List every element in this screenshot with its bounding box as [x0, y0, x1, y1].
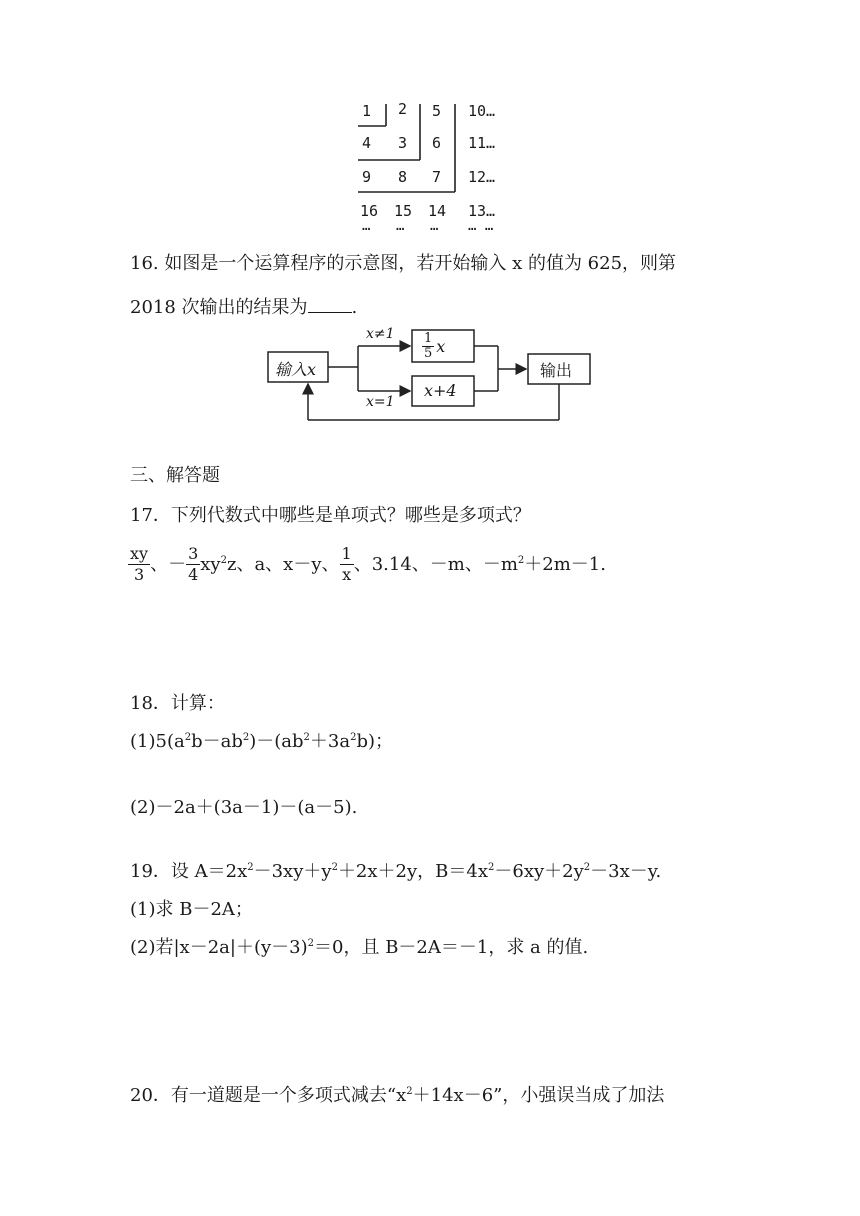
grid-cell: 5 [432, 102, 442, 120]
separator: 、 [150, 553, 169, 575]
number-grid-figure [352, 96, 522, 236]
q16-line2-text: 2018 次输出的结果为 [130, 297, 308, 318]
grid-cell: 13… [468, 202, 496, 220]
minus-sign: － [168, 553, 187, 575]
answer-blank [308, 294, 352, 313]
grid-ellipsis: … [362, 218, 371, 234]
flow-op-bottom: x+4 [424, 381, 457, 400]
grid-cell: 6 [432, 134, 442, 152]
grid-cell: 4 [362, 134, 372, 152]
fraction-3-over-4: $\frac{3}{4}$ [188, 544, 199, 584]
q19-statement: 19．设 $A=2x^2-3xy+y^2+2x+2y$，$B=4x^2-6xy+2y^2-3x-y$. [130, 861, 662, 882]
q20-statement: 20．有一道题是一个多项式减去“$x^2+14x-6$”，小强误当成了加法 [130, 1085, 665, 1106]
q19-part1: (1)求 B－2A； [130, 899, 253, 920]
grid-ellipsis: … [430, 218, 439, 234]
grid-cell: 9 [362, 168, 372, 186]
term-rest: 3.14、－m、$-m^2+2m-1$. [371, 553, 606, 575]
flow-op-top [422, 330, 445, 362]
fraction-one-fifth: $\frac{1}{5}$ [424, 330, 433, 361]
grid-cell: 14 [428, 202, 447, 220]
q17-expressions [128, 544, 606, 585]
section-title: 三、解答题 [130, 465, 220, 486]
flow-output-label: 输出 [540, 361, 573, 380]
fraction-xy-over-3: $\frac{xy}{3}$ [130, 544, 149, 584]
separator: 、 [265, 553, 284, 575]
flow-condition-top: x≠1 [366, 326, 395, 342]
grid-cell: 11… [468, 134, 496, 152]
grid-cell: 12… [468, 168, 496, 186]
grid-ellipsis: … … [468, 218, 494, 234]
grid-cell: 8 [398, 168, 408, 186]
separator: 、 [321, 553, 340, 575]
flow-input-label: 输入x [275, 360, 317, 379]
q17-title: 17．下列代数式中哪些是单项式？哪些是多项式？ [130, 505, 531, 526]
fraction-1-over-x: $\frac{1}{x}$ [341, 544, 352, 584]
q18-part2: (2)－2a＋(3a－1)－(a－5). [130, 797, 358, 818]
q18-title: 18．计算： [130, 693, 225, 714]
q18-part1: $(1)5(a^2b-ab^2)-(ab^2+3a^2b)$； [130, 731, 394, 752]
flow-op-top-var: x [436, 336, 446, 356]
separator: 、 [236, 553, 255, 575]
grid-cell: 7 [432, 168, 442, 186]
q16-line1: 16. 如图是一个运算程序的示意图，若开始输入 x 的值为 625，则第 [130, 253, 677, 274]
grid-cell: 3 [398, 134, 408, 152]
flow-condition-bottom: x=1 [366, 394, 395, 410]
q16-line2 [130, 294, 357, 320]
grid-cell: 10… [468, 102, 496, 120]
grid-cell: 1 [362, 102, 372, 120]
q16-period: . [351, 297, 358, 318]
term-x-minus-y: x－y [283, 553, 322, 575]
grid-cell: 16 [360, 202, 379, 220]
term-xy2z: $xy^2z$ [200, 553, 237, 575]
separator: 、 [353, 553, 372, 575]
flowchart-figure [262, 324, 602, 432]
grid-cell: 2 [398, 100, 408, 118]
grid-cell: 15 [394, 202, 413, 220]
q19-part2: (2)若$|x-2a|+(y-3)^2=0$，且 B－2A＝－1，求 a 的值. [130, 937, 589, 958]
term-a: a [254, 553, 266, 575]
grid-ellipsis: … [396, 218, 405, 234]
